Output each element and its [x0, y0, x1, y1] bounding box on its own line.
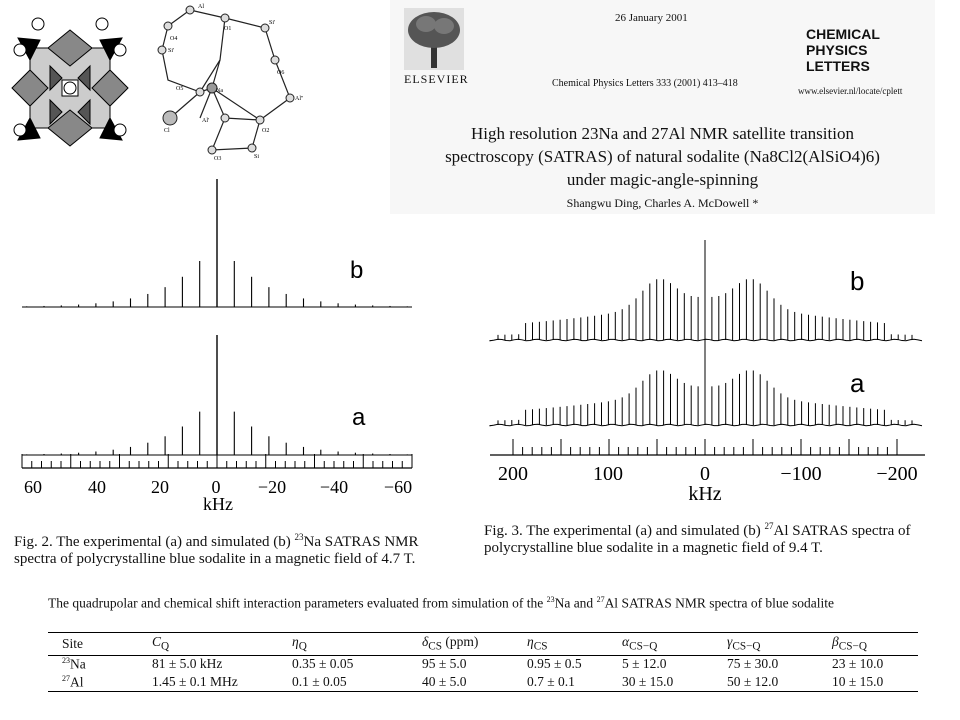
- atom-label: Na: [216, 88, 223, 94]
- table-cell: 0.1 ± 0.05: [292, 674, 347, 689]
- tick-label: −20: [257, 477, 287, 497]
- journal-line: PHYSICS: [806, 42, 868, 58]
- atom-label: O2: [262, 128, 270, 134]
- tick-label: 40: [88, 477, 106, 497]
- axis-label: kHz: [203, 494, 233, 510]
- col-header: $\gamma_{CS-Q}$: [727, 634, 761, 654]
- atom-label: O4: [170, 36, 178, 42]
- tick-label: −200: [876, 463, 918, 485]
- col-header: $\eta_{CS}$: [527, 634, 548, 654]
- tick-label: 0: [211, 477, 221, 497]
- elsevier-tree-logo: [404, 8, 464, 70]
- table-cell: 1.45 ± 0.1 MHz: [152, 674, 238, 689]
- table-cell: 40 ± 5.0: [422, 674, 467, 689]
- table-cell: 30 ± 15.0: [622, 674, 674, 689]
- table-caption: The quadrupolar and chemical shift interaction parameters evaluated from simulation of the $^{23}$Na and $^{27}$Al SATRAS NMR spectra of blue sodalite: [48, 595, 835, 611]
- atom-label: O6: [277, 70, 285, 76]
- table-cell: 10 ± 15.0: [832, 674, 884, 689]
- table-cell: 0.35 ± 0.05: [292, 656, 354, 672]
- article-header: [390, 0, 935, 214]
- title-line: spectroscopy (SATRAS) of natural sodalite (Na8Cl2(AlSiO4)6): [445, 147, 880, 166]
- journal-url: www.elsevier.nl/locate/cplett: [798, 86, 903, 96]
- table-cell: 0.95 ± 0.5: [527, 656, 582, 672]
- fig3-spectra: [485, 230, 940, 505]
- atom-label: Cl: [164, 128, 170, 134]
- table-cell: 95 ± 5.0: [422, 656, 467, 672]
- tick-label: −40: [319, 477, 349, 497]
- col-header: $\beta_{CS-Q}$: [832, 634, 867, 654]
- col-header: $\alpha_{CS-Q}$: [622, 634, 658, 654]
- table-cell: 81 ± 5.0 kHz: [152, 656, 223, 672]
- atom-label: Si': [269, 20, 276, 26]
- atom-label: Al'': [295, 96, 304, 102]
- table-cell: 5 ± 12.0: [622, 656, 667, 672]
- publisher-name: ELSEVIER: [404, 72, 469, 86]
- authors: Shangwu Ding, Charles A. McDowell *: [566, 196, 759, 210]
- spectrum-label-b: b: [350, 257, 364, 284]
- col-header: $\delta_{CS}$ (ppm): [422, 634, 479, 654]
- fig2-caption: Fig. 2. The experimental (a) and simulated (b) $^{23}$Na SATRAS NMR spectra of polycrystalline blue sodalite in a magnetic field of 4.7 T.: [14, 532, 419, 567]
- table-cell: $^{23}$Na: [62, 656, 86, 672]
- spectrum-label-a: a: [352, 404, 366, 431]
- table-cell: $^{27}$Al: [62, 673, 84, 690]
- table-cell: 50 ± 12.0: [727, 674, 779, 689]
- atom-label: Si': [168, 48, 175, 54]
- publication-date: 26 January 2001: [615, 12, 688, 24]
- tick-label: −100: [780, 463, 822, 485]
- parameter-table: [48, 632, 918, 692]
- tick-label: 100: [593, 463, 623, 485]
- atom-label: O1: [224, 26, 232, 32]
- article-title: [390, 122, 935, 191]
- table-row: [48, 655, 918, 673]
- atom-label: O5: [176, 86, 184, 92]
- title-line: High resolution 23Na and 27Al NMR satellite transition: [471, 124, 854, 143]
- journal-logo: [806, 26, 880, 74]
- col-header: $\eta_Q$: [292, 634, 307, 654]
- sodalite-polyhedra-figure: [0, 0, 140, 150]
- axis-label: kHz: [688, 483, 722, 505]
- tick-label: 0: [700, 463, 710, 485]
- tick-label: 200: [498, 463, 528, 485]
- col-header: Site: [62, 635, 84, 651]
- tick-label: 60: [24, 477, 42, 497]
- journal-line: LETTERS: [806, 58, 870, 74]
- table-row: [48, 673, 918, 691]
- tick-label: −60: [383, 477, 413, 497]
- table-header-row: [48, 633, 918, 655]
- sodalite-ball-stick-figure: [150, 0, 335, 170]
- atom-label: Al: [198, 4, 204, 10]
- table-cell: 23 ± 10.0: [832, 656, 884, 672]
- fig3-caption: Fig. 3. The experimental (a) and simulated (b) $^{27}$Al SATRAS spectra of polycrystalline blue sodalite in a magnetic field of 9.4 T.: [484, 521, 911, 556]
- atom-label: O3: [214, 156, 222, 162]
- fig2-spectra: [0, 170, 440, 510]
- atom-label: Al': [202, 118, 210, 124]
- table-cell: 0.7 ± 0.1: [527, 674, 575, 689]
- atom-label: Si: [254, 154, 260, 160]
- citation: Chemical Physics Letters 333 (2001) 413–418: [552, 78, 738, 89]
- tick-label: 20: [151, 477, 169, 497]
- spectrum-label-a: a: [850, 368, 865, 398]
- col-header: $C_Q$: [152, 634, 170, 654]
- table-cell: 75 ± 30.0: [727, 656, 779, 672]
- title-line: under magic-angle-spinning: [566, 170, 759, 189]
- spectrum-label-b: b: [850, 266, 865, 296]
- journal-line: CHEMICAL: [806, 26, 880, 42]
